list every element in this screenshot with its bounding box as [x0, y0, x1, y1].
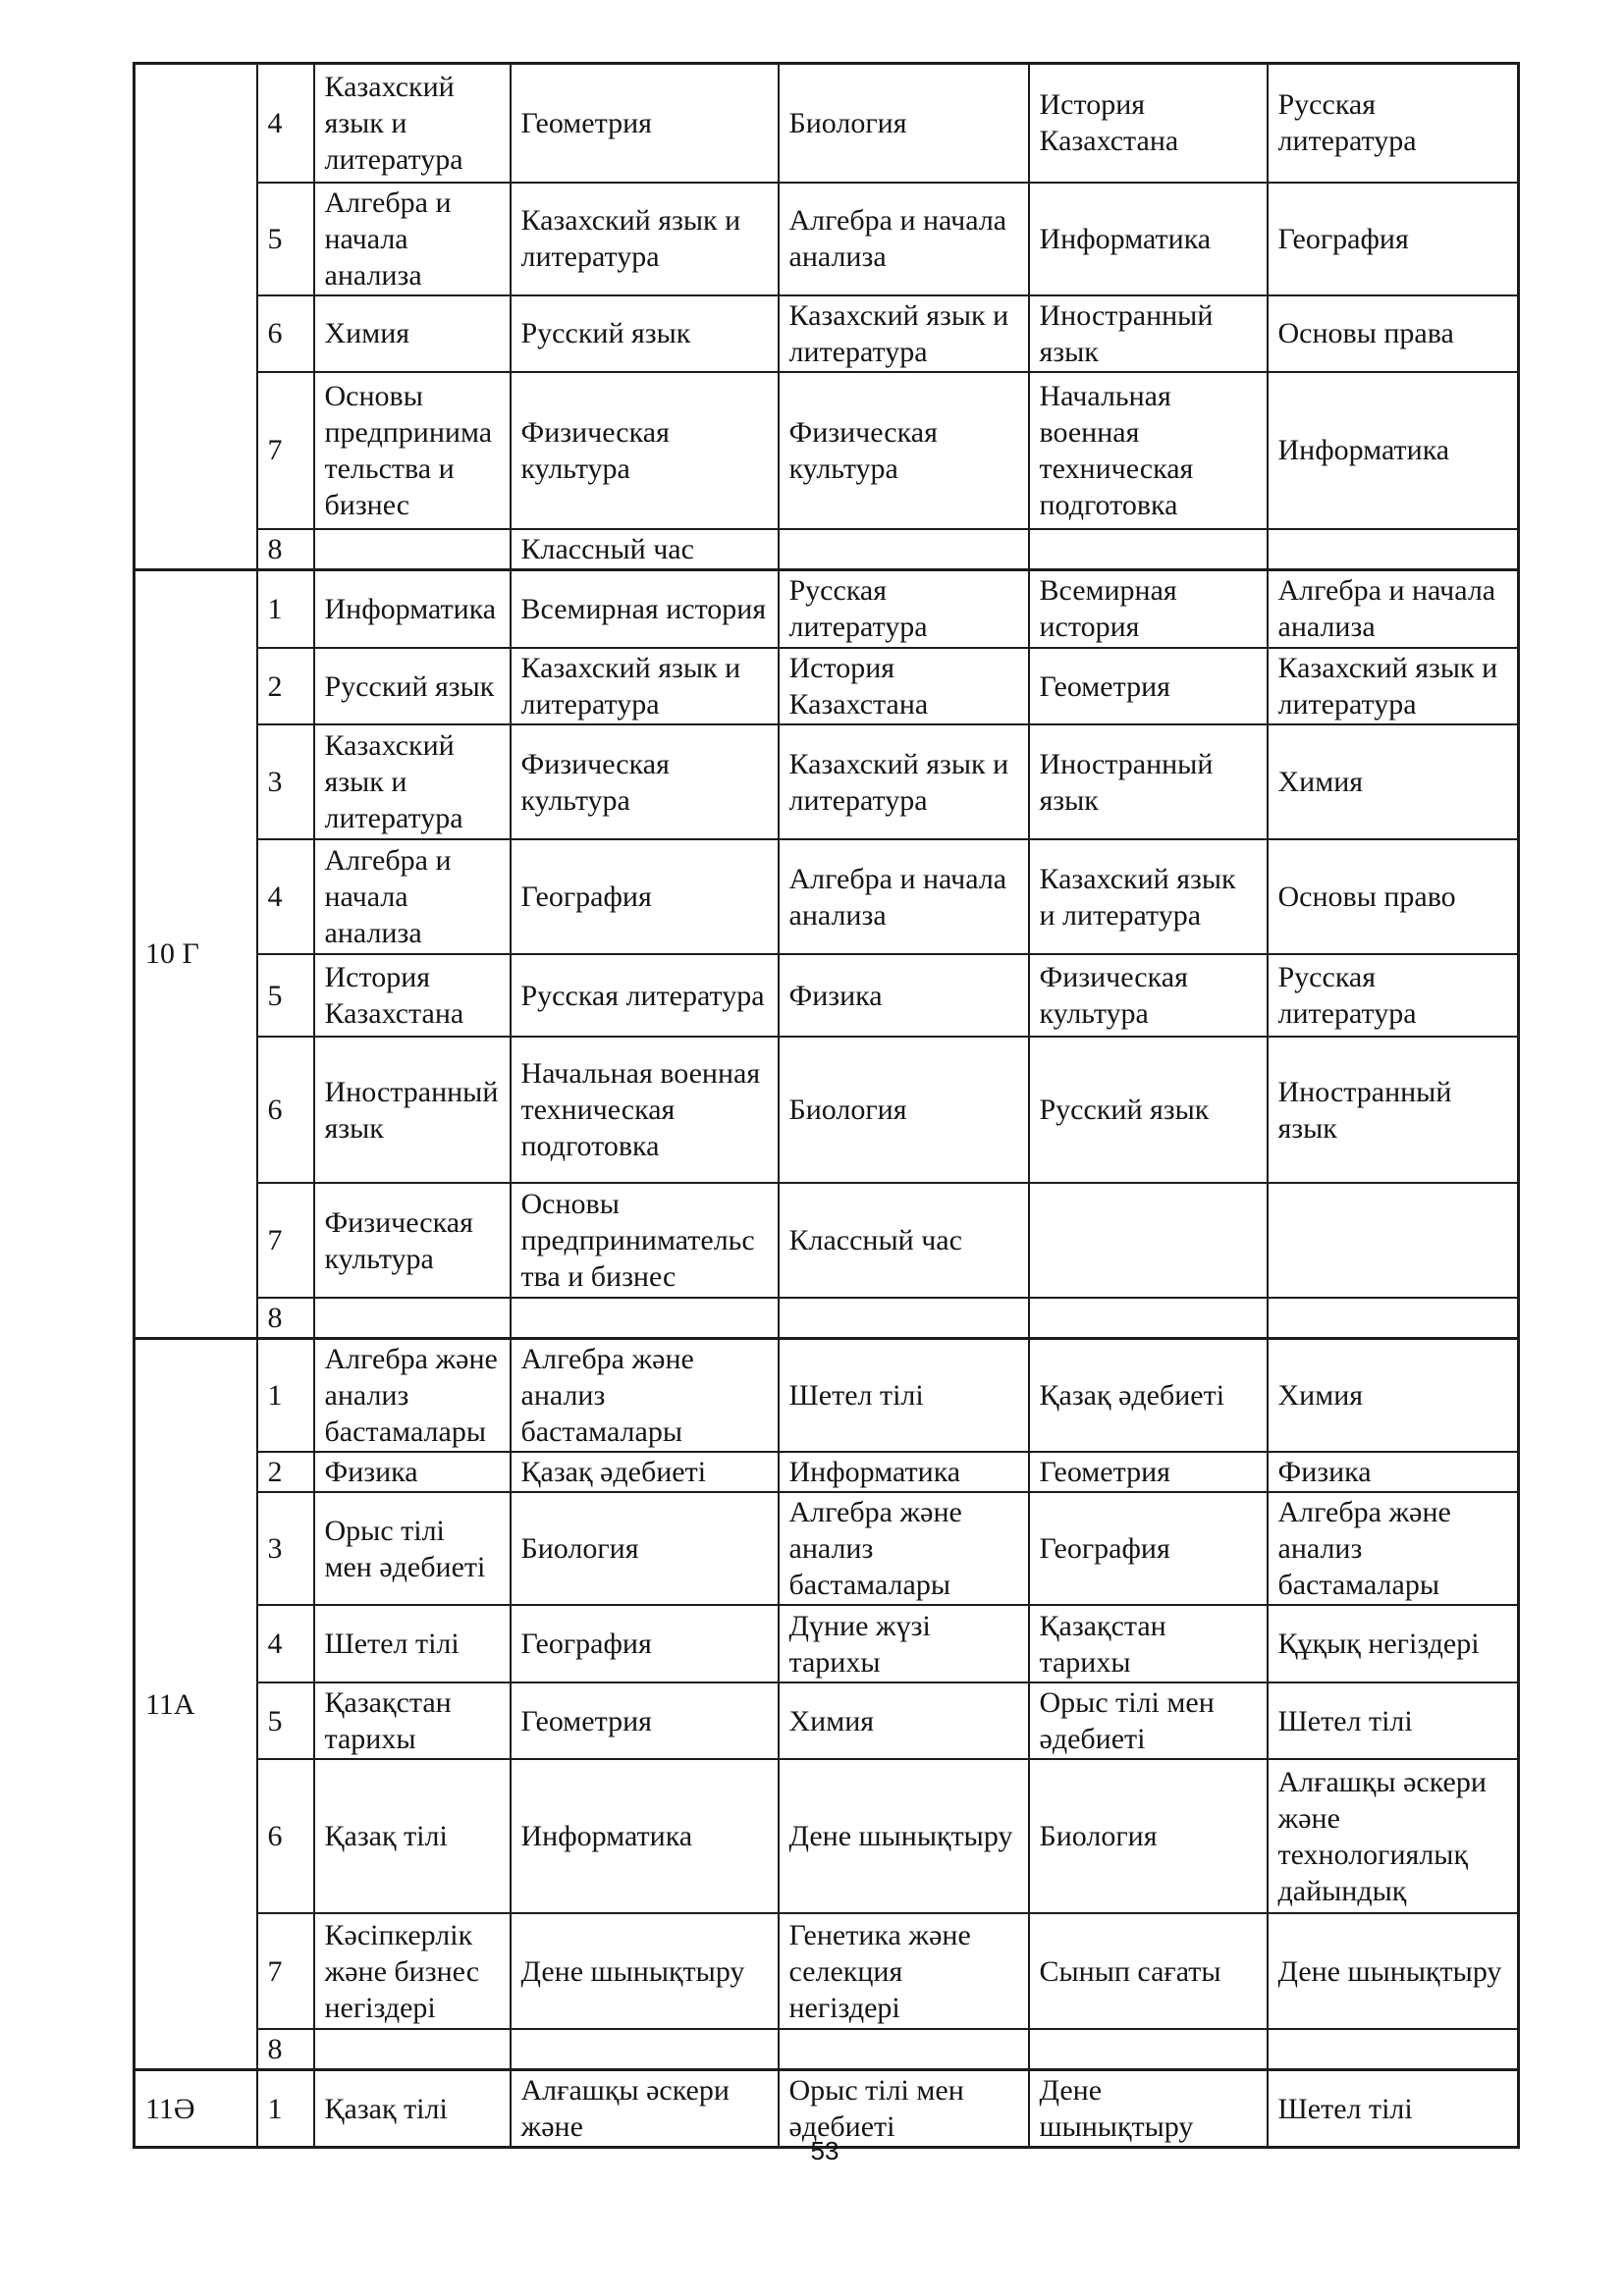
- subject-cell: Генетика және селекция негіздері: [779, 1913, 1029, 2029]
- subject-cell: География: [1029, 1492, 1268, 1605]
- subject-cell: Информатика: [511, 1759, 779, 1913]
- subject-cell: Шетел тілі: [314, 1605, 511, 1682]
- period-number-cell: 6: [257, 1759, 314, 1913]
- subject-cell: Геометрия: [511, 64, 779, 183]
- table-row: [135, 1682, 1519, 1759]
- table-row: [135, 529, 1519, 570]
- table-row: [135, 1913, 1519, 2029]
- subject-cell: Классный час: [779, 1183, 1029, 1298]
- table-row: [135, 295, 1519, 372]
- subject-cell: Физика: [1268, 1452, 1519, 1492]
- subject-cell: Қазақ тілі: [314, 2070, 511, 2148]
- subject-cell: Биология: [779, 1037, 1029, 1183]
- subject-cell: Иностранный язык: [1029, 724, 1268, 839]
- subject-cell: Классный час: [511, 529, 779, 570]
- subject-cell: Алғашқы әскери және технологиялық дайындық: [1268, 1759, 1519, 1913]
- subject-cell: Физическая культура: [779, 372, 1029, 529]
- subject-cell: Алгебра и начала анализа: [779, 839, 1029, 954]
- subject-cell: Алгебра и начала анализа: [314, 839, 511, 954]
- subject-cell: [314, 1298, 511, 1339]
- subject-cell: Алғашқы әскери және: [511, 2070, 779, 2148]
- subject-cell: Химия: [314, 295, 511, 372]
- subject-cell: [779, 2029, 1029, 2070]
- period-number-cell: 6: [257, 295, 314, 372]
- class-label-cell: 11А: [135, 1339, 257, 2070]
- period-number-cell: 5: [257, 183, 314, 295]
- subject-cell: Начальная военная техническая подготовка: [511, 1037, 779, 1183]
- table-row: [135, 1605, 1519, 1682]
- table-row: [135, 1492, 1519, 1605]
- subject-cell: Казахский язык и литература: [314, 64, 511, 183]
- subject-cell: Казахский язык и литература: [1029, 839, 1268, 954]
- class-block: [135, 569, 1519, 1339]
- subject-cell: Казахский язык и литература: [511, 183, 779, 295]
- table-row: [135, 724, 1519, 839]
- period-number-cell: 6: [257, 1037, 314, 1183]
- subject-cell: [1268, 2029, 1519, 2070]
- subject-cell: Шетел тілі: [1268, 1682, 1519, 1759]
- subject-cell: География: [511, 839, 779, 954]
- class-block: [135, 64, 1519, 570]
- subject-cell: Геометрия: [511, 1682, 779, 1759]
- subject-cell: Дене шынықтыру: [1268, 1913, 1519, 2029]
- table-row: [135, 1339, 1519, 1453]
- period-number-cell: 8: [257, 2029, 314, 2070]
- table-row: [135, 839, 1519, 954]
- subject-cell: Информатика: [779, 1452, 1029, 1492]
- subject-cell: [1268, 1183, 1519, 1298]
- period-number-cell: 5: [257, 1682, 314, 1759]
- table-row: [135, 954, 1519, 1037]
- subject-cell: Химия: [779, 1682, 1029, 1759]
- subject-cell: Орыс тілі мен әдебиеті: [1029, 1682, 1268, 1759]
- class-block: [135, 1339, 1519, 2070]
- table-row: [135, 1452, 1519, 1492]
- subject-cell: Основы предпринимательства и бизнес: [511, 1183, 779, 1298]
- subject-cell: [1029, 2029, 1268, 2070]
- class-label-cell: [135, 64, 257, 570]
- subject-cell: Основы права: [1268, 295, 1519, 372]
- subject-cell: Дүние жүзі тарихы: [779, 1605, 1029, 1682]
- table-row: [135, 648, 1519, 724]
- period-number-cell: 1: [257, 2070, 314, 2148]
- subject-cell: Алгебра и начала анализа: [779, 183, 1029, 295]
- subject-cell: [779, 1298, 1029, 1339]
- subject-cell: Қазақстан тарихы: [314, 1682, 511, 1759]
- subject-cell: Биология: [779, 64, 1029, 183]
- subject-cell: Геометрия: [1029, 648, 1268, 724]
- subject-cell: Қазақ тілі: [314, 1759, 511, 1913]
- subject-cell: География: [511, 1605, 779, 1682]
- subject-cell: [1268, 529, 1519, 570]
- subject-cell: Русская литература: [1268, 64, 1519, 183]
- period-number-cell: 3: [257, 1492, 314, 1605]
- subject-cell: Шетел тілі: [1268, 2070, 1519, 2148]
- subject-cell: Қазақстан тарихы: [1029, 1605, 1268, 1682]
- subject-cell: Всемирная история: [511, 569, 779, 648]
- subject-cell: Казахский язык и литература: [779, 724, 1029, 839]
- table-row: [135, 569, 1519, 648]
- subject-cell: Иностранный язык: [1268, 1037, 1519, 1183]
- subject-cell: История Казахстана: [1029, 64, 1268, 183]
- subject-cell: Всемирная история: [1029, 569, 1268, 648]
- subject-cell: Шетел тілі: [779, 1339, 1029, 1453]
- subject-cell: Информатика: [1029, 183, 1268, 295]
- subject-cell: Алгебра және анализ бастамалары: [779, 1492, 1029, 1605]
- period-number-cell: 4: [257, 839, 314, 954]
- table-row: [135, 64, 1519, 183]
- subject-cell: Информатика: [314, 569, 511, 648]
- table-row: [135, 1183, 1519, 1298]
- subject-cell: Қазақ әдебиеті: [511, 1452, 779, 1492]
- period-number-cell: 5: [257, 954, 314, 1037]
- subject-cell: Құқық негіздері: [1268, 1605, 1519, 1682]
- subject-cell: Русская литература: [779, 569, 1029, 648]
- subject-cell: Дене шынықтыру: [511, 1913, 779, 2029]
- subject-cell: География: [1268, 183, 1519, 295]
- timetable: [133, 62, 1520, 2149]
- table-row: [135, 1759, 1519, 1913]
- period-number-cell: 3: [257, 724, 314, 839]
- table-row: [135, 2029, 1519, 2070]
- period-number-cell: 1: [257, 1339, 314, 1453]
- class-label-cell: 11Ә: [135, 2070, 257, 2148]
- subject-cell: [779, 529, 1029, 570]
- subject-cell: [314, 2029, 511, 2070]
- subject-cell: Физика: [779, 954, 1029, 1037]
- table-row: [135, 183, 1519, 295]
- subject-cell: [511, 1298, 779, 1339]
- subject-cell: Алгебра и начала анализа: [314, 183, 511, 295]
- table-row: [135, 1037, 1519, 1183]
- period-number-cell: 2: [257, 1452, 314, 1492]
- subject-cell: Химия: [1268, 724, 1519, 839]
- subject-cell: Алгебра және анализ бастамалары: [1268, 1492, 1519, 1605]
- subject-cell: Казахский язык и литература: [314, 724, 511, 839]
- period-number-cell: 7: [257, 372, 314, 529]
- subject-cell: Орыс тілі мен әдебиеті: [779, 2070, 1029, 2148]
- period-number-cell: 4: [257, 64, 314, 183]
- subject-cell: Қазақ әдебиеті: [1029, 1339, 1268, 1453]
- subject-cell: Алгебра и начала анализа: [1268, 569, 1519, 648]
- period-number-cell: 7: [257, 1183, 314, 1298]
- period-number-cell: 8: [257, 529, 314, 570]
- period-number-cell: 4: [257, 1605, 314, 1682]
- subject-cell: Казахский язык и литература: [779, 295, 1029, 372]
- subject-cell: Сынып сағаты: [1029, 1913, 1268, 2029]
- class-label-cell: 10 Г: [135, 569, 257, 1339]
- page-number: 53: [810, 2136, 839, 2165]
- subject-cell: Физика: [314, 1452, 511, 1492]
- table-row: [135, 372, 1519, 529]
- subject-cell: Основы предпринимательства и бизнес: [314, 372, 511, 529]
- subject-cell: Биология: [1029, 1759, 1268, 1913]
- subject-cell: Иностранный язык: [314, 1037, 511, 1183]
- subject-cell: Алгебра және анализ бастамалары: [511, 1339, 779, 1453]
- subject-cell: Химия: [1268, 1339, 1519, 1453]
- subject-cell: Дене шынықтыру: [779, 1759, 1029, 1913]
- subject-cell: [1029, 529, 1268, 570]
- subject-cell: История Казахстана: [779, 648, 1029, 724]
- subject-cell: Основы право: [1268, 839, 1519, 954]
- subject-cell: Физическая культура: [314, 1183, 511, 1298]
- subject-cell: Русская литература: [1268, 954, 1519, 1037]
- subject-cell: [314, 529, 511, 570]
- subject-cell: Иностранный язык: [1029, 295, 1268, 372]
- subject-cell: [511, 2029, 779, 2070]
- table-row: [135, 1298, 1519, 1339]
- subject-cell: Русский язык: [511, 295, 779, 372]
- subject-cell: Дене шынықтыру: [1029, 2070, 1268, 2148]
- subject-cell: История Казахстана: [314, 954, 511, 1037]
- subject-cell: Физическая культура: [511, 724, 779, 839]
- subject-cell: [1029, 1298, 1268, 1339]
- period-number-cell: 7: [257, 1913, 314, 2029]
- subject-cell: Геометрия: [1029, 1452, 1268, 1492]
- subject-cell: Начальная военная техническая подготовка: [1029, 372, 1268, 529]
- subject-cell: [1268, 1298, 1519, 1339]
- subject-cell: Казахский язык и литература: [1268, 648, 1519, 724]
- subject-cell: Физическая культура: [511, 372, 779, 529]
- subject-cell: Биология: [511, 1492, 779, 1605]
- subject-cell: [1029, 1183, 1268, 1298]
- subject-cell: Алгебра және анализ бастамалары: [314, 1339, 511, 1453]
- subject-cell: Русский язык: [314, 648, 511, 724]
- period-number-cell: 1: [257, 569, 314, 648]
- subject-cell: Кәсіпкерлік және бизнес негіздері: [314, 1913, 511, 2029]
- subject-cell: Физическая культура: [1029, 954, 1268, 1037]
- subject-cell: Информатика: [1268, 372, 1519, 529]
- subject-cell: Русский язык: [1029, 1037, 1268, 1183]
- period-number-cell: 2: [257, 648, 314, 724]
- subject-cell: Казахский язык и литература: [511, 648, 779, 724]
- subject-cell: Русская литература: [511, 954, 779, 1037]
- period-number-cell: 8: [257, 1298, 314, 1339]
- subject-cell: Орыс тілі мен әдебиеті: [314, 1492, 511, 1605]
